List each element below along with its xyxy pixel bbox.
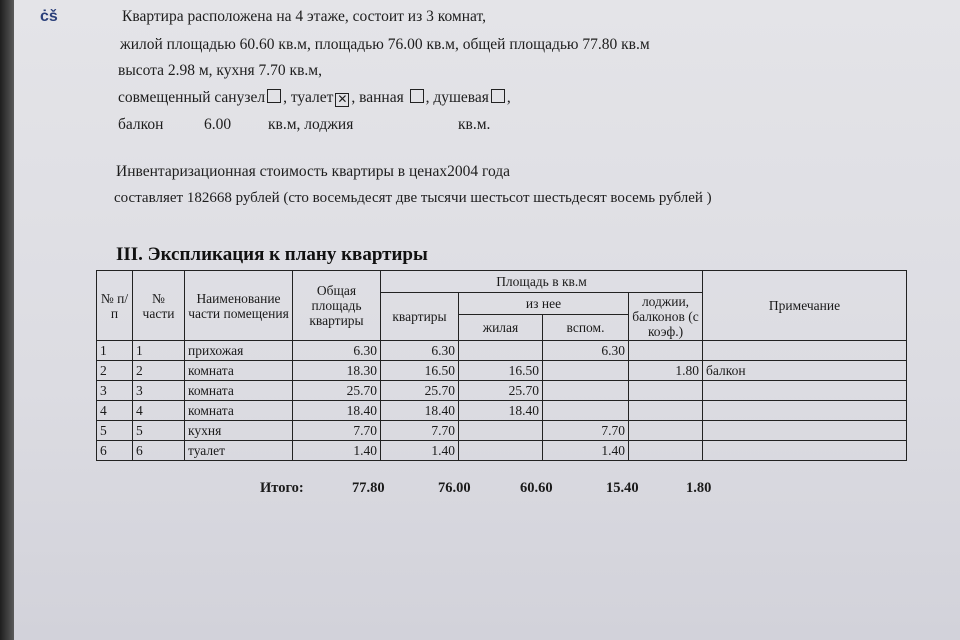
valuation-line-1: Инвентаризационная стоимость квартиры в ценах2004 года [116, 163, 511, 180]
cell-num: 6 [97, 441, 133, 461]
cell-num: 3 [97, 381, 133, 401]
description-line-3: высота 2.98 м, кухня 7.70 кв.м, [118, 62, 322, 79]
explication-table [96, 270, 907, 461]
sanuzel-label: совмещенный санузел [118, 89, 266, 106]
totals-label: Итого: [260, 480, 304, 496]
bath-label: , ванная [351, 89, 404, 106]
header-part: № части [133, 271, 185, 341]
cell-aux [543, 381, 629, 401]
cell-num: 4 [97, 401, 133, 421]
header-aux: вспом. [543, 315, 629, 341]
cell-name: комната [185, 401, 293, 421]
cell-total: 6.30 [293, 341, 381, 361]
cell-aux [543, 361, 629, 381]
page-edge-shadow [0, 0, 14, 640]
balcony-label: балкон [118, 116, 164, 133]
cell-loggia [629, 401, 703, 421]
sanuzel-checkbox[interactable] [267, 89, 281, 103]
cell-loggia [629, 441, 703, 461]
cell-living [459, 441, 543, 461]
cell-num: 5 [97, 421, 133, 441]
table-row [97, 441, 907, 461]
cell-apartment: 1.40 [381, 441, 459, 461]
cell-note [703, 401, 907, 421]
totals-loggia: 1.80 [686, 480, 712, 496]
cell-apartment: 25.70 [381, 381, 459, 401]
header-of-which: из нее [459, 293, 629, 315]
cell-part: 4 [133, 401, 185, 421]
cell-note [703, 341, 907, 361]
cell-aux [543, 401, 629, 421]
cell-part: 5 [133, 421, 185, 441]
cell-note [703, 441, 907, 461]
header-total: Общая площадь квартиры [293, 271, 381, 341]
cell-aux: 7.70 [543, 421, 629, 441]
table-row [97, 421, 907, 441]
cell-num: 1 [97, 341, 133, 361]
shower-label: , душевая [425, 89, 489, 106]
cell-aux: 1.40 [543, 441, 629, 461]
cell-living: 25.70 [459, 381, 543, 401]
cell-part: 2 [133, 361, 185, 381]
cell-loggia [629, 341, 703, 361]
table-row [97, 361, 907, 381]
cell-note [703, 421, 907, 441]
section-title: III. Экспликация к плану квартиры [116, 244, 428, 265]
header-note: Примечание [703, 271, 907, 341]
cell-num: 2 [97, 361, 133, 381]
description-line-1: Квартира расположена на 4 этаже, состоит из 3 комнат, [122, 8, 486, 25]
description-line-4 [118, 89, 511, 107]
header-loggia: лоджии, балконов (с коэф.) [629, 293, 703, 341]
balcony-value: 6.00 [204, 116, 232, 133]
cell-apartment: 16.50 [381, 361, 459, 381]
totals-living: 60.60 [520, 480, 553, 496]
cell-name: комната [185, 361, 293, 381]
table-row [97, 381, 907, 401]
cell-apartment: 6.30 [381, 341, 459, 361]
cell-loggia: 1.80 [629, 361, 703, 381]
valuation-line-2: составляет 182668 рублей (сто восемьдесят две тысячи шестьсот шестьдесят восемь рублей ) [114, 190, 712, 206]
description-line-2: жилой площадью 60.60 кв.м, площадью 76.00 кв.м, общей площадью 77.80 кв.м [120, 36, 650, 53]
header-area-group: Площадь в кв.м [381, 271, 703, 293]
cell-part: 3 [133, 381, 185, 401]
bath-checkbox[interactable] [410, 89, 424, 103]
cell-loggia [629, 421, 703, 441]
loggia-label: кв.м, лоджия [268, 116, 354, 133]
cell-name: прихожая [185, 341, 293, 361]
header-living: жилая [459, 315, 543, 341]
cell-note: балкон [703, 361, 907, 381]
cell-aux: 6.30 [543, 341, 629, 361]
stamp-mark-icon: ċš [40, 8, 58, 25]
cell-living [459, 421, 543, 441]
cell-apartment: 18.40 [381, 401, 459, 421]
cell-apartment: 7.70 [381, 421, 459, 441]
cell-note [703, 381, 907, 401]
table-row [97, 401, 907, 421]
loggia-unit: кв.м. [458, 116, 491, 133]
cell-total: 1.40 [293, 441, 381, 461]
cell-name: кухня [185, 421, 293, 441]
toilet-checkbox[interactable]: ✕ [337, 92, 348, 106]
line4-end: , [506, 89, 511, 106]
shower-checkbox[interactable] [491, 89, 505, 103]
cell-total: 18.40 [293, 401, 381, 421]
cell-living [459, 341, 543, 361]
cell-part: 6 [133, 441, 185, 461]
totals-apartment: 76.00 [438, 480, 471, 496]
cell-part: 1 [133, 341, 185, 361]
totals-total: 77.80 [352, 480, 385, 496]
cell-loggia [629, 381, 703, 401]
header-apartment: квартиры [381, 293, 459, 341]
totals-aux: 15.40 [606, 480, 639, 496]
cell-total: 18.30 [293, 361, 381, 381]
cell-living: 16.50 [459, 361, 543, 381]
cell-name: комната [185, 381, 293, 401]
cell-living: 18.40 [459, 401, 543, 421]
header-num: № п/п [97, 271, 133, 341]
table-row [97, 341, 907, 361]
cell-total: 7.70 [293, 421, 381, 441]
toilet-label: , туалет [283, 89, 334, 106]
header-name: Наименование части помещения [185, 271, 293, 341]
cell-total: 25.70 [293, 381, 381, 401]
cell-name: туалет [185, 441, 293, 461]
